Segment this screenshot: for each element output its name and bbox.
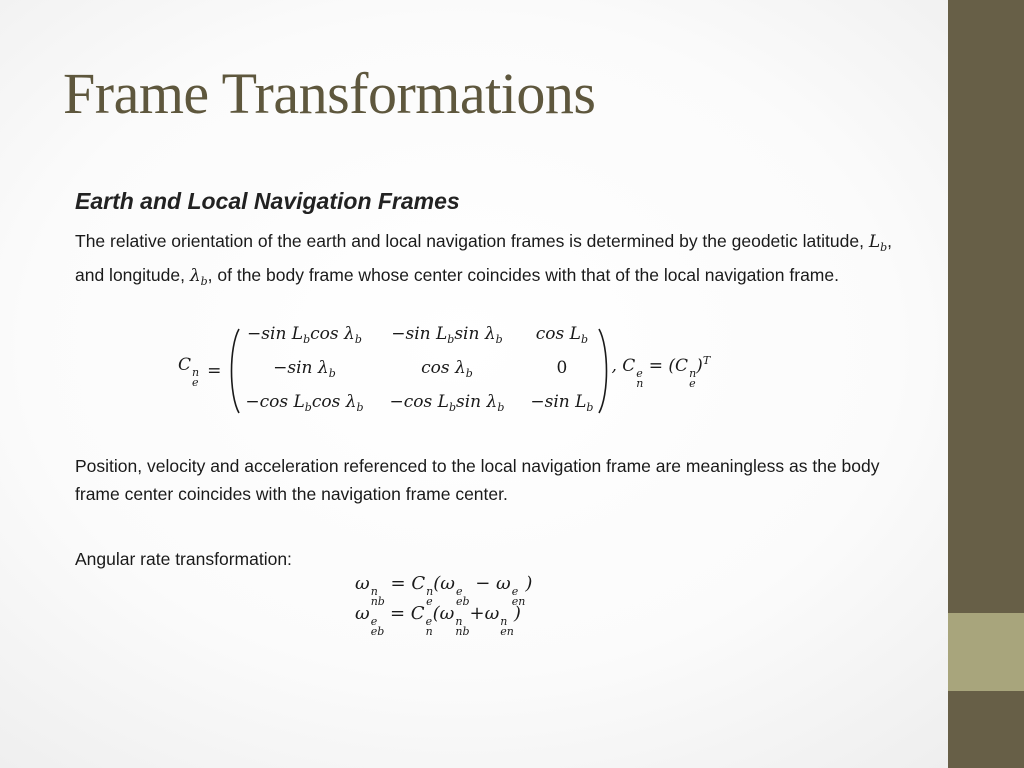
- matrix-cell-r2c3: 0: [556, 358, 568, 378]
- matrix-equals: =: [207, 361, 222, 381]
- matrix-cell-r1c3: $\cos L_b$: [535, 324, 589, 346]
- matrix-grid: [241, 323, 597, 419]
- matrix-lhs: C n e: [178, 354, 200, 389]
- angular-rate-label: Angular rate transformation:: [75, 549, 292, 569]
- matrix-cell-r3c2: −cos $L_b\sin$ $\lambda_b$: [389, 392, 505, 414]
- angular-rate-equation-1: ω n nb = C n e (ω e eb − ω e en ): [355, 573, 533, 608]
- matrix-cell-r1c1: −sin $L_b\cos$ $\lambda_b$: [247, 324, 362, 346]
- matrix-cell-r1c2: −sin $L_b\sin$ $\lambda_b$: [391, 324, 503, 346]
- left-paren: [227, 327, 241, 415]
- right-paren: [597, 327, 611, 415]
- matrix-cell-r3c1: −cos $L_b\cos$ $\lambda_b$: [245, 392, 364, 414]
- matrix-cell-r2c2: $\cos \lambda_b$: [421, 358, 473, 380]
- intro-paragraph: The relative orientation of the earth and local navigation frames is determined by the geodetic latitude, $L_b$, and longitude, $\lambda_b$, of the body frame whose center coincides with that of the local navigation frame.: [75, 231, 893, 288]
- matrix-transpose-relation: , C e n = (C n e )$^T$: [611, 353, 711, 390]
- angular-rate-equation-2: ω e eb = C e n (ω n nb +ω n en ): [355, 603, 521, 638]
- latitude-symbol: $L_b$: [868, 232, 888, 254]
- sidebar-accent-block: [948, 613, 1024, 691]
- section-subtitle: Earth and Local Navigation Frames: [75, 188, 460, 214]
- rotation-matrix-equation: [178, 326, 710, 416]
- frame-note-paragraph: Position, velocity and acceleration referenced to the local navigation frame are meaningless as the body frame center coincides with the navigation frame center.: [75, 456, 880, 504]
- slide-title: Frame Transformations: [63, 61, 596, 126]
- matrix-cell-r2c1: −sin $\lambda_b$: [273, 358, 336, 380]
- matrix-cell-r3c3: −sin $L_b$: [530, 392, 594, 414]
- longitude-symbol: $\lambda_b$: [189, 265, 208, 288]
